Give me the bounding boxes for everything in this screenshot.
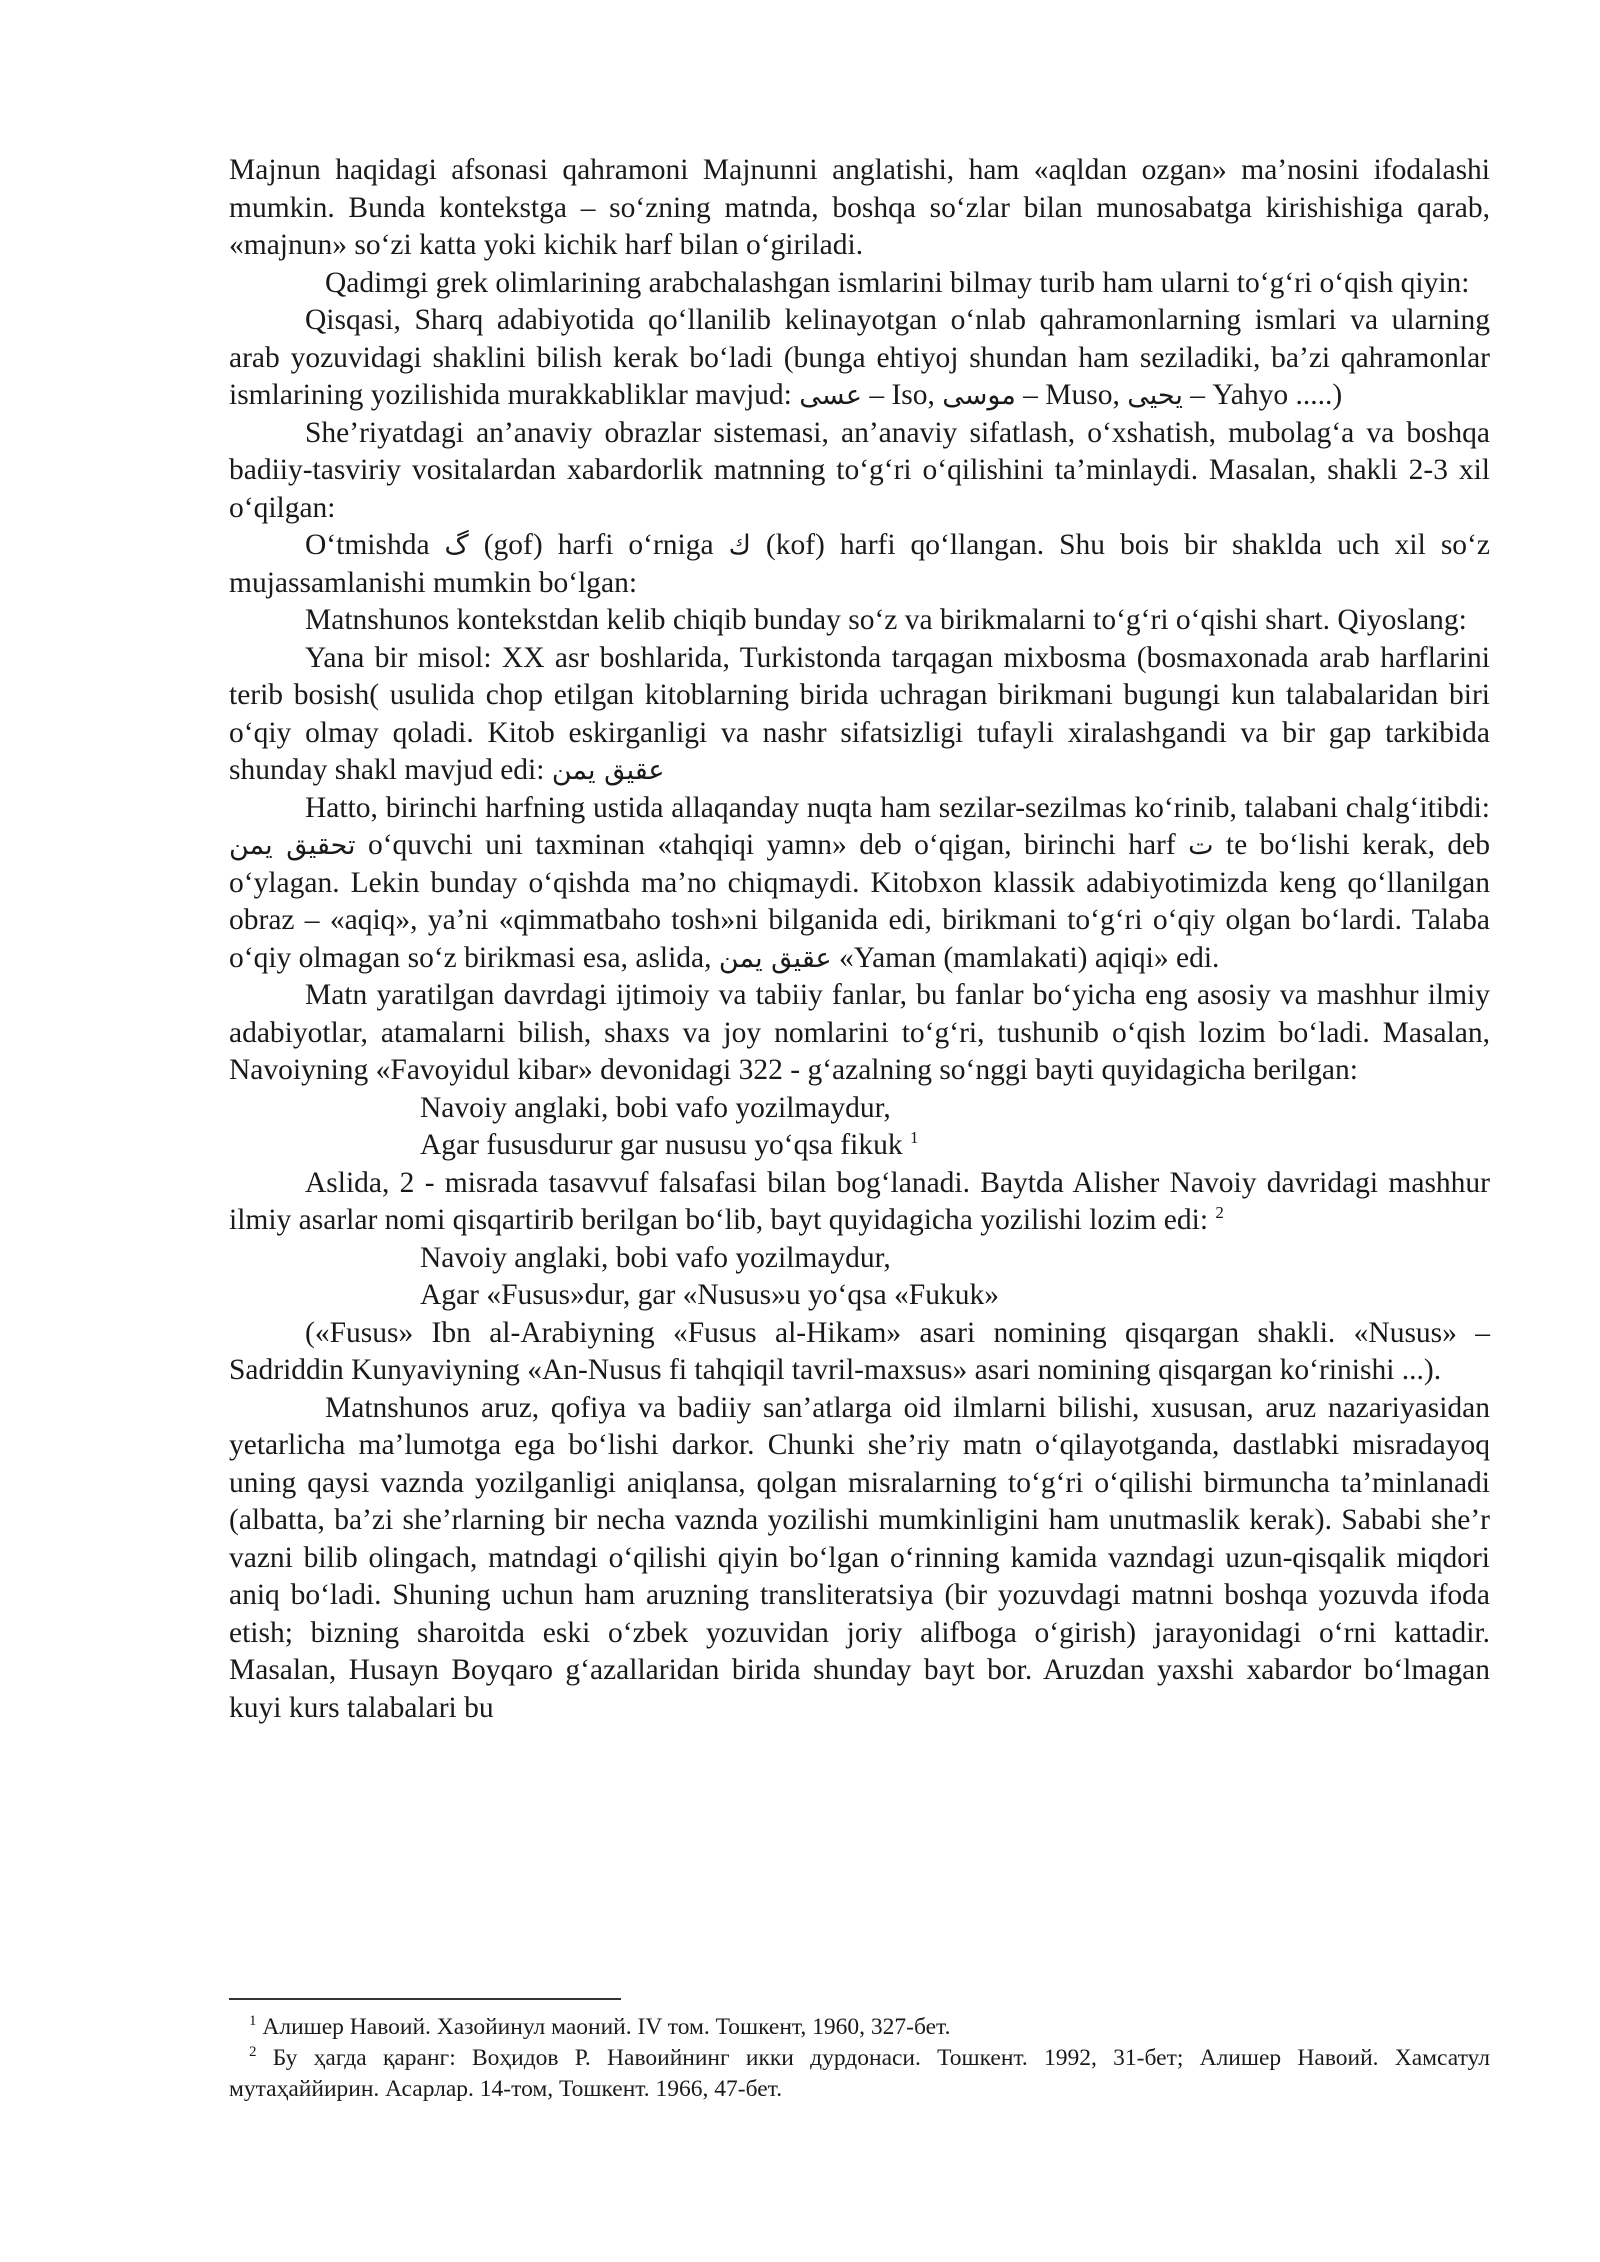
arabic-word: عقیق یمن	[718, 942, 832, 974]
paragraph	[229, 1165, 1490, 1240]
paragraph	[229, 977, 1490, 1090]
text-run: – Yahyo .....)	[1182, 379, 1343, 411]
text-run: Qadimgi grek olimlarining arabchalashgan ismlarini bilmay turib ham ularni to‘g‘ri o‘qish qiyin:	[325, 266, 1470, 299]
paragraph	[229, 1315, 1490, 1390]
text-run: Matnshunos aruz, qofiya va badiiy san’atlarga oid ilmlarni bilishi, xususan, aruz nazariyasidan yetarlicha ma’lumotga ega bo‘lishi darkor. Chunki she’riy matn o‘qilayotganda, dastlabki misradayoq uning qaysi vaznda yozilganligi aniqlansa, qolgan misralarning to‘g‘ri o‘qilishi birmuncha ta’minlanadi (albatta, ba’zi she’rlarning bir necha vaznda yozilishi mumkinligini ham unutmaslik kerak). Sababi she’r vazni bilib olingach, matndagi o‘qilishi qiyin bo‘lgan o‘rinning kamida vazndagi uzun-qisqalik miqdori aniq bo‘ladi. Shuning uchun ham aruzning transliteratsiya (bir yozuvdagi matnni boshqa yozuvda ifoda etish; bizning sharoitda eski o‘zbek yozuvidan joriy alifboga o‘girish) jarayonidagi o‘rni kattadir. Masalan, Husayn Boyqaro g‘azallaridan birida shunday bayt bor. Aruzdan yaxshi xabardor bo‘lmagan kuyi kurs talabalari bu	[229, 1391, 1490, 1724]
text-run: te bo‘lishi kerak, deb o‘ylagan. Lekin bunday o‘qishda ma’no chiqmaydi. Kitobxon klassik adabiyotimizda keng qo‘llanilgan obraz – «aqiq», ya’ni «qimmatbaho tosh»ni bilganida edi, birikmani to‘g‘ri o‘qiy olgan bo‘lardi. Talaba o‘qiy olmagan so‘z birikmasi esa, aslida,	[229, 829, 1490, 974]
text-run: (kof) harfi qo‘llangan. Shu bois bir shaklda uch xil so‘z mujassamlanishi mumkin bo‘lgan:	[229, 529, 1490, 599]
arabic-word: یحیی	[1127, 380, 1183, 411]
text-run: Yana bir misol: XX asr boshlarida, Turkistonda tarqagan mixbosma (bosmaxonada arab harflarini terib bosish( usulida chop etilgan kitoblarning birida uchragan birikmani bugungi kun talabalaridan biri o‘qiy olmay qoladi. Kitob eskirganligi va nashr sifatsizligi tufayli xiralashgandi va bir gap tarkibida shunday shakl mavjud edi:	[229, 641, 1490, 786]
text-run: o‘quvchi uni taxminan «tahqiqi yamn» deb o‘qigan, birinchi harf	[355, 829, 1189, 861]
arabic-word: موسی	[942, 380, 1016, 411]
verse-line	[229, 1090, 1490, 1128]
text-run: Matn yaratilgan davrdagi ijtimoiy va tabiiy fanlar, bu fanlar bo‘yicha eng asosiy va mashhur ilmiy adabiyotlar, atamalarni bilish, shaxs va joy nomlarini to‘g‘ri, tushunib o‘qish lozim bo‘ladi. Masalan, Navoiyning «Favoyidul kibar» devonidagi 322 - g‘azalning so‘nggi bayti quyidagicha berilgan:	[229, 979, 1490, 1086]
paragraph	[229, 790, 1490, 978]
footnote-ref: 2	[1215, 1203, 1224, 1223]
text-run: Navoiy anglaki, bobi vafo yozilmaydur,	[420, 1241, 891, 1274]
verse-line	[229, 1240, 1490, 1278]
footnote-separator	[229, 1998, 621, 2000]
text-run: She’riyatdagi an’anaviy obrazlar sistemasi, an’anaviy sifatlash, o‘xshatish, mubolag‘a va boshqa badiiy-tasviriy vositalardan xabardorlik matnning to‘g‘ri o‘qilishini ta’minlaydi. Masalan, shakli 2-3 xil o‘qilgan:	[229, 416, 1490, 524]
text-run: – Muso,	[1015, 379, 1128, 411]
footnote-text: Бу ҳагда қаранг: Воҳидов Р. Навоийнинг икки дурдонаси. Тошкент. 1992, 31-бет; Алишер Навоий. Хамсатул мутаҳаййирин. Асарлар. 14-том, Тошкент. 1966, 47-бет.	[229, 2045, 1490, 2102]
arabic-word: گ	[444, 530, 469, 561]
arabic-word: ك	[728, 530, 751, 561]
footnotes	[229, 2012, 1490, 2105]
paragraph	[229, 640, 1490, 790]
footnote-number: 1	[249, 2013, 257, 2030]
text-run: Matnshunos kontekstdan kelib chiqib bunday so‘z va birikmalarni to‘g‘ri o‘qishi shart. Qiyoslang:	[305, 604, 1467, 636]
text-run: O‘tmishda	[305, 529, 445, 561]
text-run: – Iso,	[861, 379, 943, 411]
paragraph	[229, 1390, 1490, 1728]
arabic-word: ت	[1188, 830, 1214, 861]
footnote	[229, 2043, 1490, 2105]
document-body	[229, 152, 1490, 1727]
arabic-word: عقیق یمن	[551, 755, 665, 786]
arabic-word: تحقیق یمن	[229, 830, 356, 861]
footnote-text: Алишер Навоий. Хазойинул маоний. IV том. Тошкент, 1960, 327-бет.	[256, 2014, 951, 2040]
paragraph	[229, 602, 1490, 640]
paragraph	[229, 152, 1490, 265]
footnote-number: 2	[249, 2044, 257, 2061]
text-run: Agar fususdurur gar nususu yo‘qsa fikuk	[420, 1129, 910, 1161]
text-run: «Yaman (mamlakati) aqiqi» edi.	[831, 941, 1220, 974]
verse-line	[229, 1277, 1490, 1315]
text-run: Navoiy anglaki, bobi vafo yozilmaydur,	[420, 1091, 891, 1124]
paragraph	[229, 265, 1490, 303]
text-run: Aslida, 2 - misrada tasavvuf falsafasi bilan bog‘lanadi. Baytda Alisher Navoiy davridagi mashhur ilmiy asarlar nomi qisqartirib berilgan bo‘lib, bayt quyidagicha yozilishi lozim edi:	[229, 1166, 1490, 1236]
footnote	[229, 2012, 1490, 2043]
verse-line	[229, 1127, 1490, 1165]
text-run: Hatto, birinchi harfning ustida allaqanday nuqta ham sezilar-sezilmas ko‘rinib, talabani chalg‘itibdi:	[305, 791, 1490, 824]
footnote-ref: 1	[909, 1128, 919, 1148]
text-run: Qisqasi, Sharq adabiyotida qo‘llanilib kelinayotgan o‘nlab qahramonlarning ismlari va ularning arab yozuvidagi shaklini bilish kerak bo‘ladi (bunga ehtiyoj shundan ham seziladiki, ba’zi qahramonlar ismlarining yozilishida murakkabliklar mavjud:	[229, 304, 1490, 411]
text-run: Agar «Fusus»dur, gar «Nusus»u yo‘qsa «Fukuk»	[420, 1279, 999, 1311]
text-run: («Fusus» Ibn al-Arabiyning «Fusus al-Hikam» asari nomining qisqargan shakli. «Nusus» – Sadriddin Kunyaviyning «An-Nusus fi tahqiqil tavril-maxsus» asari nomining qisqargan ko‘rinishi ...).	[229, 1316, 1490, 1386]
paragraph	[229, 415, 1490, 528]
text-run: Majnun haqidagi afsonasi qahramoni Majnunni anglatishi, ham «aqldan ozgan» ma’nosini ifodalashi mumkin. Bunda kontekstga – so‘zning matnda, boshqa so‘zlar bilan munosabatga kirishishiga qarab, «majnun» so‘zi katta yoki kichik harf bilan o‘giriladi.	[229, 154, 1490, 261]
paragraph	[229, 527, 1490, 602]
text-run: (gof) harfi o‘rniga	[468, 529, 729, 561]
arabic-word: عسی	[799, 380, 862, 411]
paragraph	[229, 302, 1490, 415]
